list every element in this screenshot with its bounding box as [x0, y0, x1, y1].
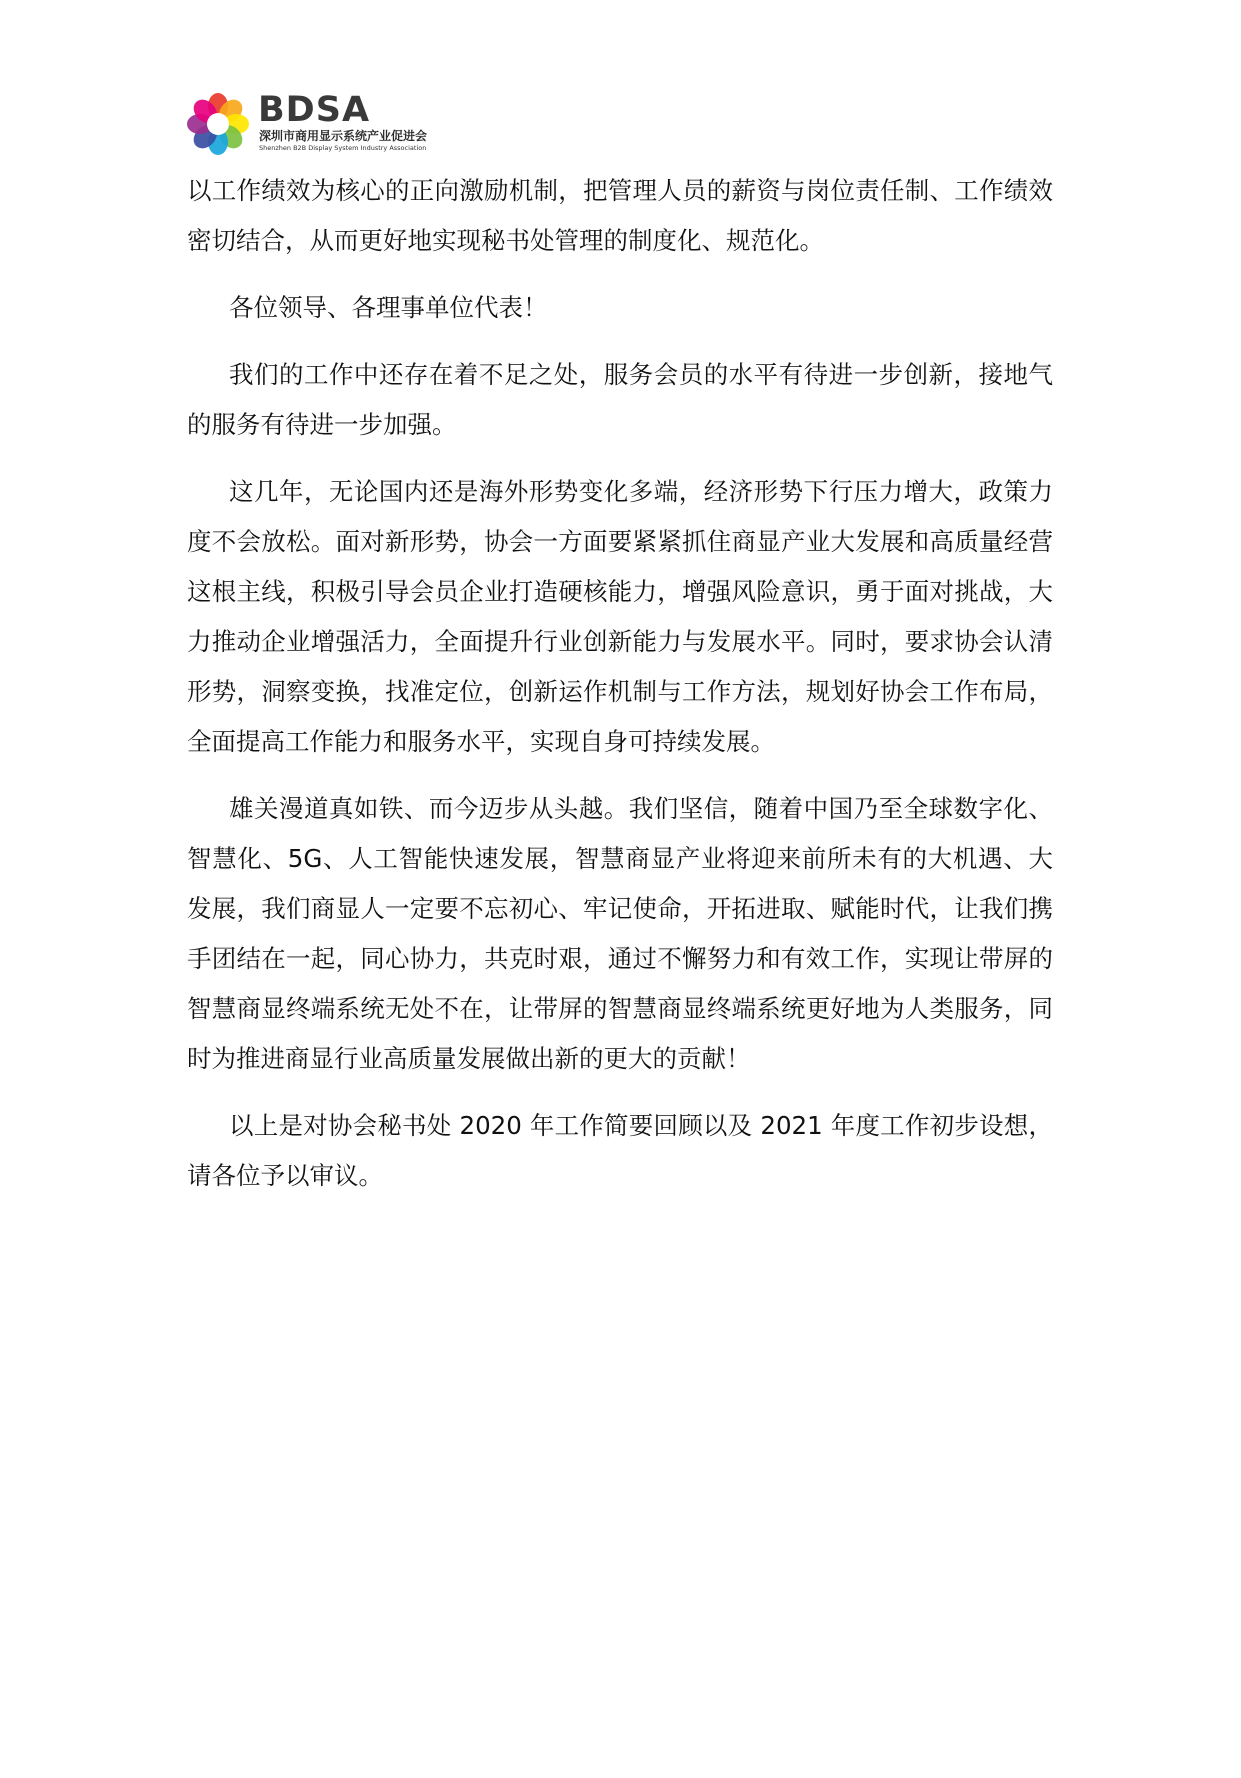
logo-subtitle-english: Shenzhen B2B Display System Industry Association	[259, 144, 427, 152]
paragraph-salutation: 各位领导、各理事单位代表！	[229, 293, 548, 322]
paragraph-continued: 以工作绩效为核心的正向激励机制，把管理人员的薪资与岗位责任制、工作绩效密切结合，从而更好地实现秘书处管理的制度化、规范化。	[187, 176, 1053, 255]
paragraph-closing: 以上是对协会秘书处 2020 年工作简要回顾以及 2021 年度工作初步设想，请各位予以审议。	[187, 1111, 1053, 1190]
letterhead	[186, 92, 486, 160]
paragraph-outlook: 雄关漫道真如铁、而今迈步从头越。我们坚信，随着中国乃至全球数字化、智慧化、5G、人工智能快速发展，智慧商显产业将迎来前所未有的大机遇、大发展，我们商显人一定要不忘初心、牢记使命，开拓进取、赋能时代，让我们携手团结在一起，同心协力，共克时艰，通过不懈努力和有效工作，实现让带屏的智慧商显终端系统无处不在，让带屏的智慧商显终端系统更好地为人类服务，同时为推进商显行业高质量发展做出新的更大的贡献！	[187, 794, 1053, 1073]
paragraph-situation: 这几年，无论国内还是海外形势变化多端，经济形势下行压力增大，政策力度不会放松。面对新形势，协会一方面要紧紧抓住商显产业大发展和高质量经营这根主线，积极引导会员企业打造硬核能力，增强风险意识，勇于面对挑战，大力推动企业增强活力，全面提升行业创新能力与发展水平。同时，要求协会认清形势，洞察变换，找准定位，创新运作机制与工作方法，规划好协会工作布局，全面提高工作能力和服务水平，实现自身可持续发展。	[187, 477, 1053, 756]
bdsa-logo-icon	[186, 92, 250, 156]
paragraph-shortcomings: 我们的工作中还存在着不足之处，服务会员的水平有待进一步创新，接地气的服务有待进一步加强。	[187, 360, 1053, 439]
document-body	[187, 166, 1053, 1218]
logo-title: BDSA	[258, 90, 371, 130]
logo-subtitle-chinese: 深圳市商用显示系统产业促进会	[259, 129, 428, 143]
